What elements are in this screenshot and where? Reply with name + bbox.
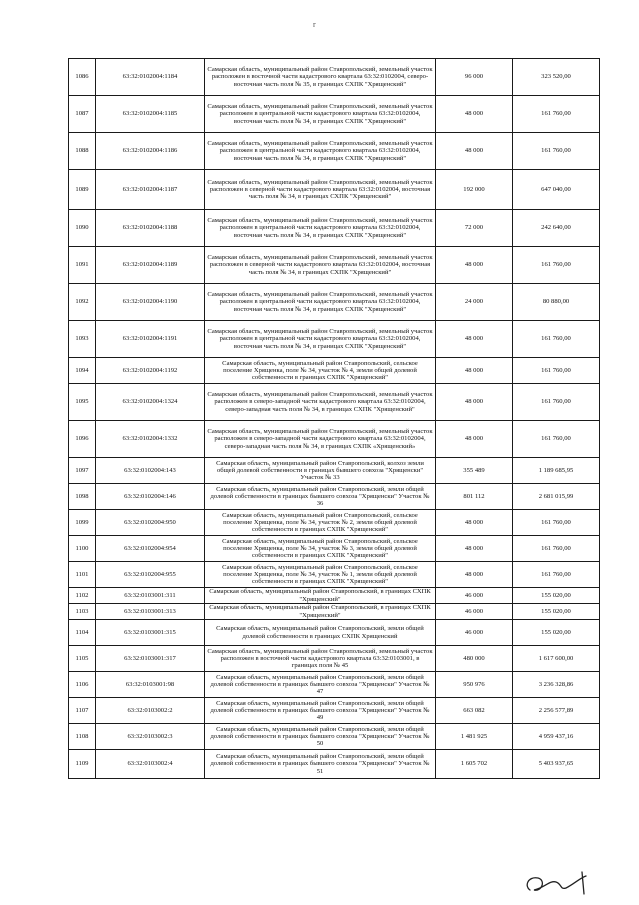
cadastral-value: 2 256 577,89 [513,698,600,724]
cadastral-value: 161 760,00 [513,384,600,421]
table-row [69,458,600,484]
plot-description: Самарская область, муниципальный район Ставропольский, земельный участок расположен в восточной части кадастрового квартала 63:32:0103001, в границах поля № 45 [205,646,436,672]
cadastral-number: 63:32:0102004:950 [96,510,205,536]
cadastral-number: 63:32:0103002:3 [96,724,205,750]
plot-description: Самарская область, муниципальный район Ставропольский, земли общей долевой собственности в границах бывшего совхоза "Хрященски" Участок № 50 [205,724,436,750]
cadastral-number: 63:32:0102004:143 [96,458,205,484]
plot-description: Самарская область, муниципальный район Ставропольский, сельское поселение Хрященка, поле № 34, участок № 2, земли общей долевой собственности в границах СХПК "Хрященский" [205,510,436,536]
plot-area: 48 000 [436,384,513,421]
cadastral-value: 4 959 437,16 [513,724,600,750]
table-row [69,170,600,210]
plot-description: Самарская область, муниципальный район Ставропольский, земельный участок расположен в северной части кадастрового квартала 63:32:0102004, восточная часть поля № 34, в границах СХПК "Хрященский" [205,170,436,210]
cadastral-value: 155 020,00 [513,620,600,646]
plot-description: Самарская область, муниципальный район Ставропольский, земли общей долевой собственности в границах бывшего совхоза "Хрященски" Участок № 47 [205,672,436,698]
cadastral-value: 161 760,00 [513,133,600,170]
row-number: 1100 [69,536,96,562]
cadastral-value: 155 020,00 [513,588,600,604]
plot-description: Самарская область, муниципальный район Ставропольский, земли общей долевой собственности в границах бывшего совхоза "Хрященски" Участок № 36 [205,484,436,510]
row-number: 1093 [69,321,96,358]
row-number: 1090 [69,210,96,247]
plot-description: Самарская область, муниципальный район Ставропольский, земельный участок расположен в центральной части кадастрового квартала 63:32:0102004, восточная часть поля № 34, в границах СХПК "Хрященский" [205,284,436,321]
plot-area: 48 000 [436,421,513,458]
table-row [69,724,600,750]
row-number: 1091 [69,247,96,284]
land-register-table [68,58,600,779]
table-row [69,562,600,588]
cadastral-number: 63:32:0102004:954 [96,536,205,562]
table-row [69,604,600,620]
cadastral-value: 323 520,00 [513,59,600,96]
cadastral-value: 161 760,00 [513,96,600,133]
cadastral-value: 161 760,00 [513,536,600,562]
plot-description: Самарская область, муниципальный район Ставропольский, сельское поселение Хрященка, поле № 34, участок № 1, земли общей долевой собственности в границах СХПК "Хрященский" [205,562,436,588]
row-number: 1108 [69,724,96,750]
plot-area: 46 000 [436,604,513,620]
cadastral-value: 3 236 328,86 [513,672,600,698]
row-number: 1086 [69,59,96,96]
row-number: 1095 [69,384,96,421]
plot-area: 48 000 [436,96,513,133]
plot-description: Самарская область, муниципальный район Ставропольский, земельный участок расположен в центральной части кадастрового квартала 63:32:0102004, восточная часть поля № 34, в границах СХПК "Хрященский" [205,210,436,247]
table-row [69,698,600,724]
plot-area: 48 000 [436,133,513,170]
table-row [69,536,600,562]
plot-area: 801 112 [436,484,513,510]
row-number: 1089 [69,170,96,210]
cadastral-number: 63:32:0103001:315 [96,620,205,646]
cadastral-value: 161 760,00 [513,247,600,284]
plot-area: 48 000 [436,562,513,588]
row-number: 1109 [69,750,96,779]
table-row [69,588,600,604]
plot-area: 1 605 702 [436,750,513,779]
cadastral-number: 63:32:0102004:1332 [96,421,205,458]
row-number: 1094 [69,358,96,384]
cadastral-value: 161 760,00 [513,562,600,588]
cadastral-number: 63:32:0103001:311 [96,588,205,604]
register-body [69,59,600,779]
row-number: 1097 [69,458,96,484]
plot-area: 355 489 [436,458,513,484]
signature [520,868,600,898]
cadastral-value: 80 880,00 [513,284,600,321]
table-row [69,133,600,170]
plot-description: Самарская область, муниципальный район Ставропольский, сельское поселение Хрященка, поле № 34, участок № 4, земли общей долевой собственности в границах СХПК "Хрященский" [205,358,436,384]
cadastral-value: 2 681 015,99 [513,484,600,510]
plot-area: 96 000 [436,59,513,96]
plot-description: Самарская область, муниципальный район Ставропольский, земельный участок расположен в центральной части кадастрового квартала 63:32:0102004, восточная часть поля № 34, в границах СХПК "Хрященский" [205,133,436,170]
cadastral-number: 63:32:0102004:1187 [96,170,205,210]
plot-area: 1 481 925 [436,724,513,750]
row-number: 1104 [69,620,96,646]
table-row [69,96,600,133]
table-row [69,510,600,536]
plot-area: 46 000 [436,588,513,604]
row-number: 1098 [69,484,96,510]
table-row [69,750,600,779]
plot-area: 48 000 [436,247,513,284]
plot-area: 46 000 [436,620,513,646]
table-row [69,247,600,284]
table-row [69,620,600,646]
cadastral-value: 647 040,00 [513,170,600,210]
cadastral-number: 63:32:0102004:1185 [96,96,205,133]
plot-area: 48 000 [436,536,513,562]
cadastral-number: 63:32:0102004:1186 [96,133,205,170]
plot-area: 480 000 [436,646,513,672]
cadastral-number: 63:32:0103001:317 [96,646,205,672]
row-number: 1087 [69,96,96,133]
row-number: 1103 [69,604,96,620]
cadastral-number: 63:32:0102004:146 [96,484,205,510]
row-number: 1106 [69,672,96,698]
cadastral-number: 63:32:0102004:1190 [96,284,205,321]
plot-area: 48 000 [436,321,513,358]
plot-description: Самарская область, муниципальный район Ставропольский, колхоз земли общей долевой собственности в границах бывшего совхоза "Хрященски" Участок № 33 [205,458,436,484]
plot-area: 950 976 [436,672,513,698]
table-row [69,672,600,698]
row-number: 1096 [69,421,96,458]
plot-area: 72 000 [436,210,513,247]
cadastral-value: 161 760,00 [513,510,600,536]
cadastral-number: 63:32:0102004:1184 [96,59,205,96]
table-row [69,421,600,458]
plot-description: Самарская область, муниципальный район Ставропольский, сельское поселение Хрященка, поле № 34, участок № 3, земли общей долевой собственности в границах СХПК "Хрященский" [205,536,436,562]
row-number: 1105 [69,646,96,672]
plot-area: 192 000 [436,170,513,210]
cadastral-value: 161 760,00 [513,358,600,384]
plot-description: Самарская область, муниципальный район Ставропольский, земельный участок расположен в восточной части кадастрового квартала 63:32:0102004, северо-восточная часть поля № 35, в границах СХПК "Хрященский" [205,59,436,96]
cadastral-value: 1 617 600,00 [513,646,600,672]
table-row [69,384,600,421]
plot-area: 24 000 [436,284,513,321]
plot-description: Самарская область, муниципальный район Ставропольский, земли общей долевой собственности в границах бывшего совхоза "Хрященски" Участок № 51 [205,750,436,779]
table-row [69,284,600,321]
plot-description: Самарская область, муниципальный район Ставропольский, земельный участок расположен в центральной части кадастрового квартала 63:32:0102004, восточная часть поля № 34, в границах СХПК "Хрященский" [205,96,436,133]
plot-description: Самарская область, муниципальный район Ставропольский, земли общей долевой собственности в границах СХПК Хрященский [205,620,436,646]
plot-description: Самарская область, муниципальный район Ставропольский, в границах СХПК "Хрященский" [205,588,436,604]
cadastral-number: 63:32:0103001:313 [96,604,205,620]
row-number: 1101 [69,562,96,588]
cadastral-value: 242 640,00 [513,210,600,247]
plot-description: Самарская область, муниципальный район Ставропольский, земельный участок расположен в северо-западной части кадастрового квартала 63:32:0102004, северо-западная часть поля № 34, в границах СХПК «Хрященский» [205,421,436,458]
table-row [69,210,600,247]
plot-area: 48 000 [436,510,513,536]
table-row [69,484,600,510]
plot-description: Самарская область, муниципальный район Ставропольский, земельный участок расположен в центральной части кадастрового квартала 63:32:0102004, восточная часть поля № 34, в границах СХПК "Хрященский" [205,321,436,358]
table-row [69,358,600,384]
row-number: 1107 [69,698,96,724]
row-number: 1102 [69,588,96,604]
cadastral-value: 161 760,00 [513,321,600,358]
plot-description: Самарская область, муниципальный район Ставропольский, в границах СХПК "Хрященский" [205,604,436,620]
cadastral-number: 63:32:0103002:2 [96,698,205,724]
page-mark: r [313,20,316,29]
plot-area: 48 000 [436,358,513,384]
table-row [69,646,600,672]
cadastral-number: 63:32:0102004:1324 [96,384,205,421]
plot-description: Самарская область, муниципальный район Ставропольский, земли общей долевой собственности в границах бывшего совхоза "Хрященски" Участок № 49 [205,698,436,724]
cadastral-number: 63:32:0103001:98 [96,672,205,698]
row-number: 1099 [69,510,96,536]
cadastral-number: 63:32:0103002:4 [96,750,205,779]
row-number: 1092 [69,284,96,321]
cadastral-value: 155 020,00 [513,604,600,620]
cadastral-number: 63:32:0102004:1191 [96,321,205,358]
cadastral-value: 5 403 937,65 [513,750,600,779]
table-row [69,59,600,96]
cadastral-number: 63:32:0102004:1192 [96,358,205,384]
cadastral-number: 63:32:0102004:955 [96,562,205,588]
cadastral-number: 63:32:0102004:1188 [96,210,205,247]
plot-description: Самарская область, муниципальный район Ставропольский, земельный участок расположен в северной части кадастрового квартала 63:32:0102004, восточная часть поля № 34, в границах СХПК "Хрященский" [205,247,436,284]
plot-description: Самарская область, муниципальный район Ставропольский, земельный участок расположен в северо-западной части кадастрового квартала 63:32:0102004, северо-западная часть поля № 34, в границах СХПК "Хрященский" [205,384,436,421]
row-number: 1088 [69,133,96,170]
cadastral-value: 161 760,00 [513,421,600,458]
cadastral-value: 1 189 685,95 [513,458,600,484]
cadastral-number: 63:32:0102004:1189 [96,247,205,284]
plot-area: 663 082 [436,698,513,724]
table-row [69,321,600,358]
